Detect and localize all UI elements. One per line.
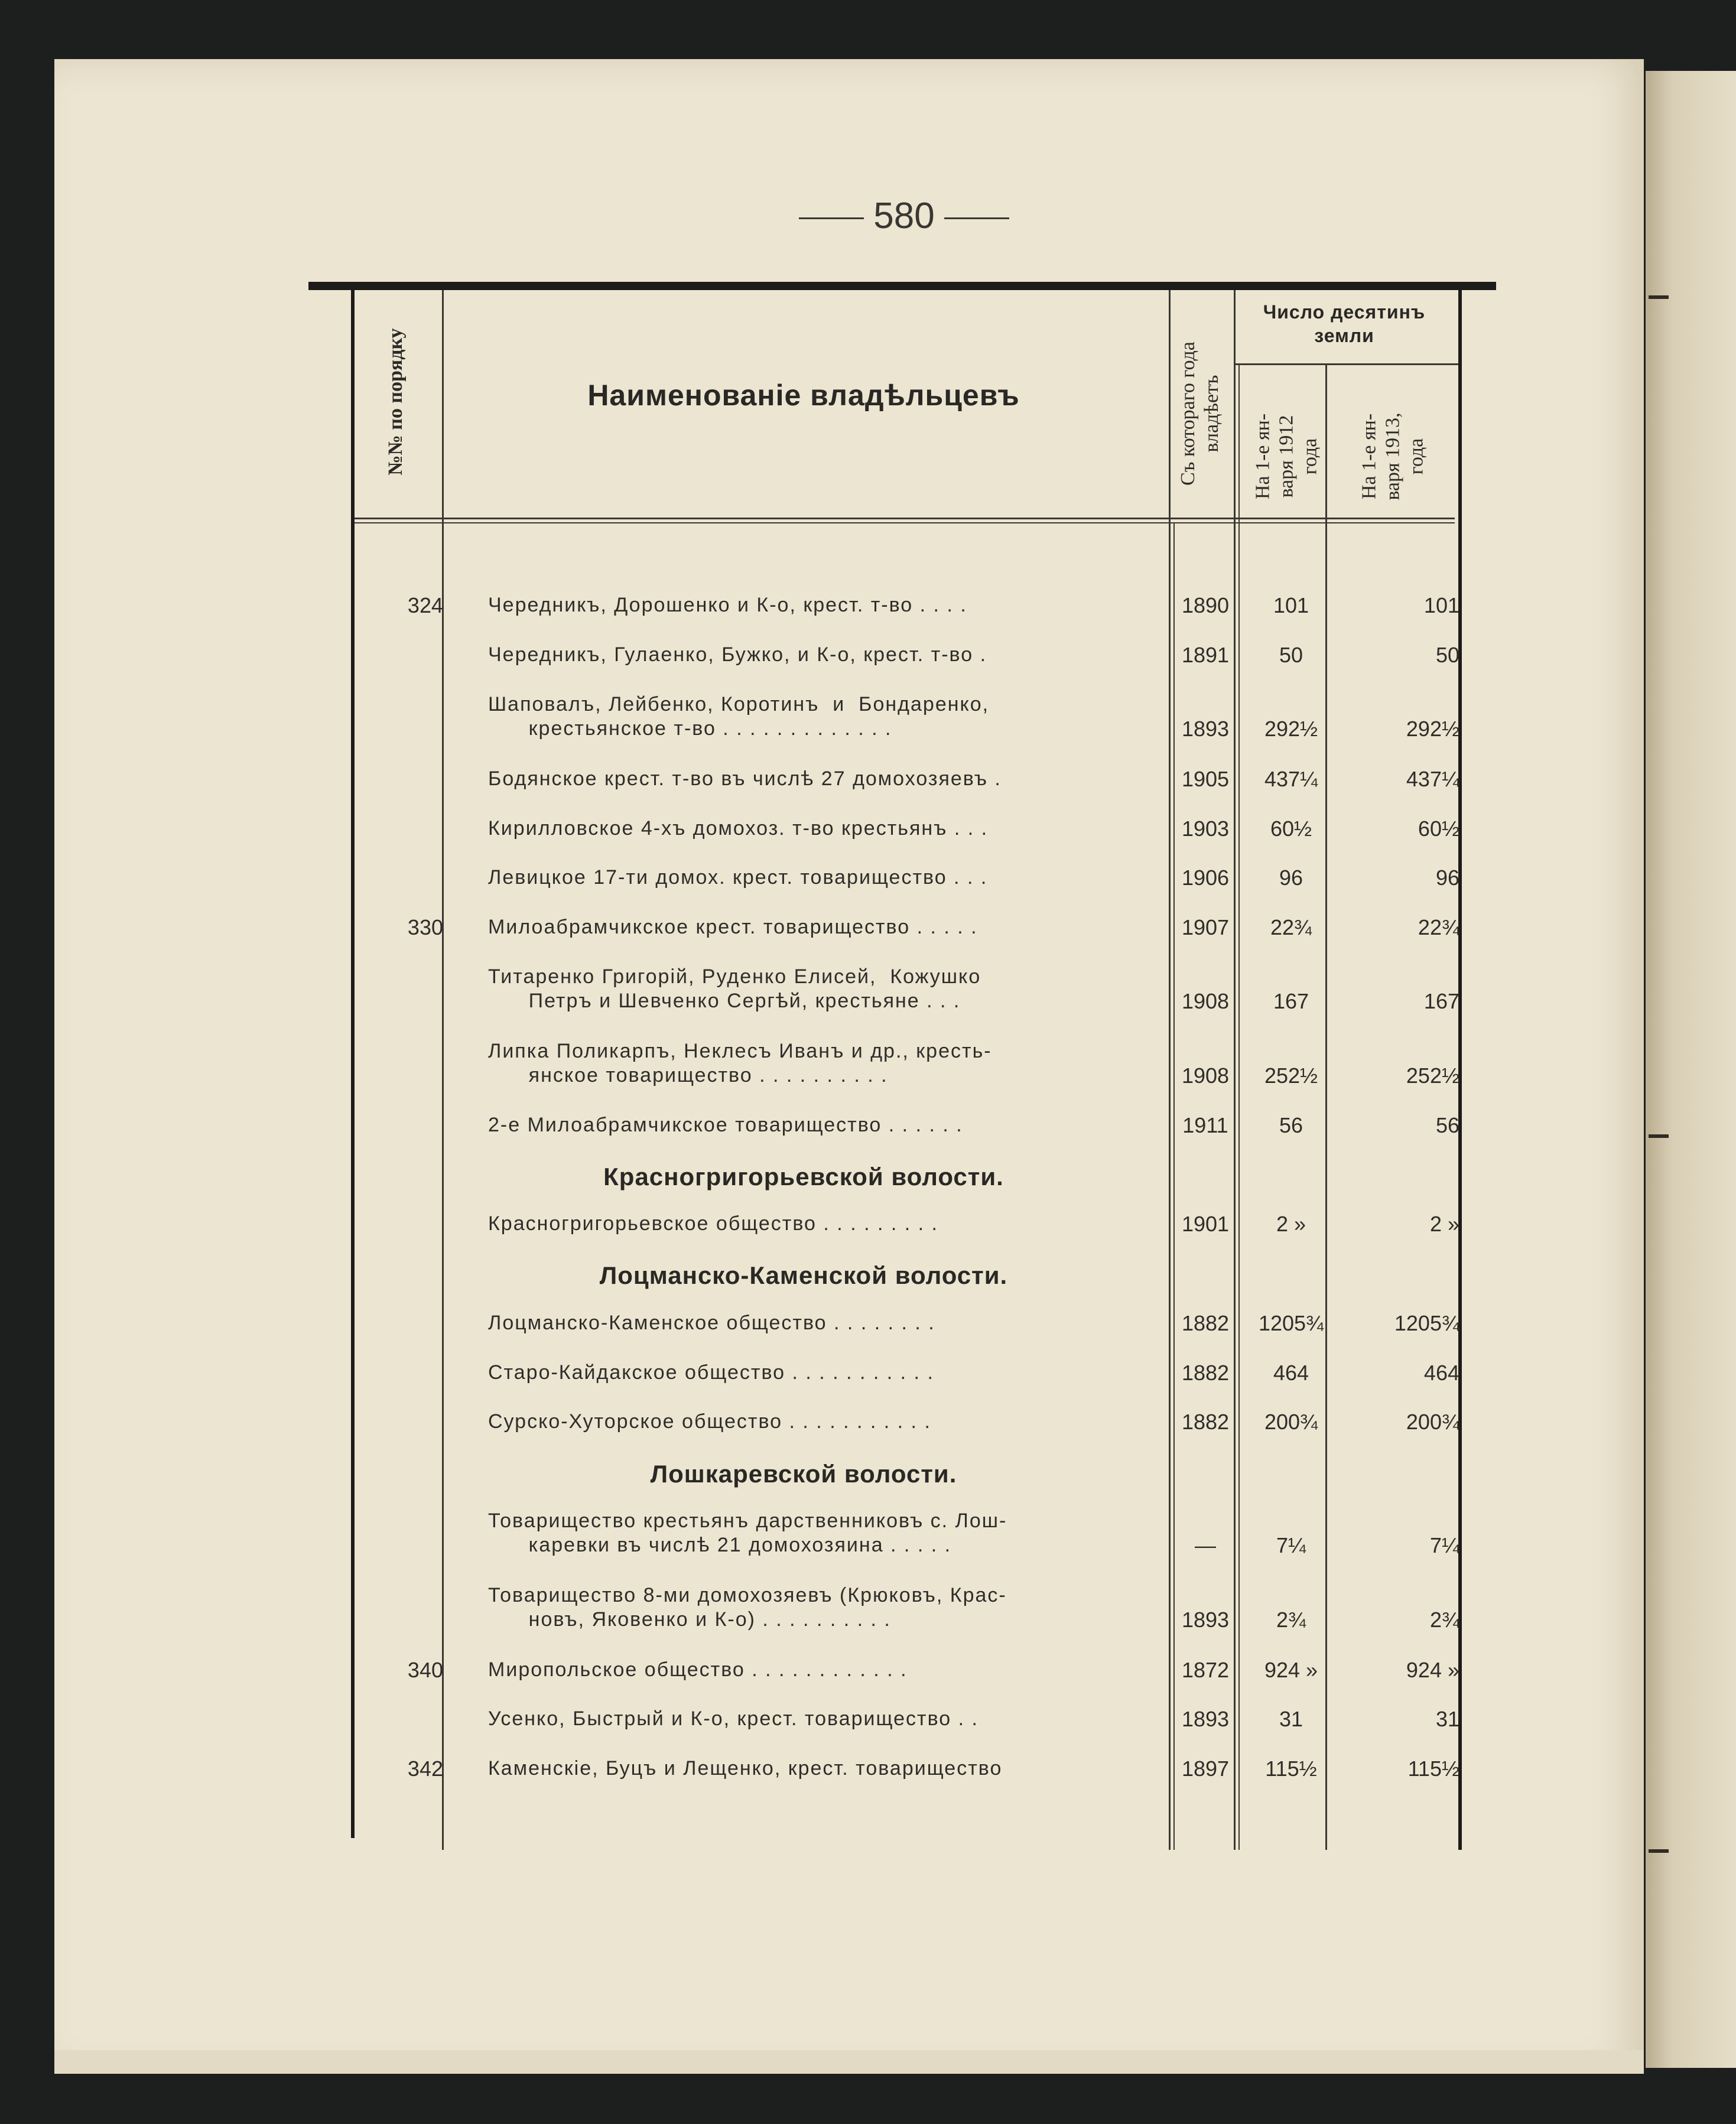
area-1913: 167 bbox=[1423, 989, 1459, 1013]
year-value: 1908 bbox=[1181, 989, 1230, 1013]
year-value: 1893 bbox=[1181, 1707, 1230, 1731]
binding-mark bbox=[1649, 1134, 1669, 1138]
area-1913: 56 bbox=[1435, 1113, 1459, 1137]
area-1912: 1205¾ bbox=[1258, 1311, 1324, 1335]
area-1912: 200¾ bbox=[1264, 1410, 1318, 1434]
area-1913: 115½ bbox=[1407, 1757, 1459, 1781]
owner-name: Шаповалъ, Лейбенко, Коротинъ и Бондаренко, bbox=[488, 693, 990, 715]
area-1912: 7¼ bbox=[1276, 1533, 1306, 1557]
area-1913: 292½ bbox=[1406, 717, 1459, 741]
area-1913: 60½ bbox=[1418, 817, 1459, 841]
year-value: 1908 bbox=[1181, 1063, 1230, 1088]
header-group-line1: Число десятинъ bbox=[1263, 301, 1426, 323]
area-1913: 101 bbox=[1423, 593, 1459, 617]
owner-name: Кирилловское 4-хъ домохоз. т-во крестьянъ . . . bbox=[488, 817, 989, 840]
area-1913: 464 bbox=[1423, 1361, 1459, 1385]
header-1912-line3: года bbox=[1299, 438, 1321, 475]
area-1912: 22¾ bbox=[1270, 915, 1312, 939]
header-col-1913 bbox=[1358, 386, 1432, 528]
header-group-title bbox=[1235, 300, 1454, 347]
year-value: — bbox=[1195, 1533, 1216, 1557]
owner-name: Чередникъ, Гулаенко, Бужко, и К-о, крест. т-во . bbox=[488, 643, 987, 666]
header-1913-line3: года bbox=[1405, 438, 1428, 475]
area-1912: 437¼ bbox=[1264, 767, 1318, 791]
col-divider-num bbox=[442, 290, 444, 1850]
header-1913-line2: варя 1913, bbox=[1381, 412, 1404, 500]
year-value: 1872 bbox=[1181, 1658, 1230, 1682]
next-page-edge bbox=[1646, 71, 1736, 2068]
area-1912: 167 bbox=[1273, 989, 1309, 1013]
year-value: 1882 bbox=[1181, 1410, 1230, 1434]
header-col-year-line1: Съ котораго года bbox=[1177, 341, 1199, 486]
header-col-num: №№ по порядку bbox=[385, 328, 407, 476]
area-1913: 22¾ bbox=[1418, 915, 1459, 939]
area-1913: 924 » bbox=[1406, 1658, 1459, 1682]
area-1912: 96 bbox=[1279, 866, 1303, 890]
owner-name: Липка Поликарпъ, Неклесъ Иванъ и др., кресть- bbox=[488, 1040, 992, 1062]
owner-name: Лоцманско-Каменское общество . . . . . . . . bbox=[488, 1312, 935, 1334]
binding-mark bbox=[1649, 1849, 1669, 1853]
dash-left bbox=[799, 217, 864, 219]
year-value: 1893 bbox=[1181, 1608, 1230, 1632]
section-heading: Лоцманско-Каменской волости. bbox=[599, 1261, 1008, 1289]
section-heading: Лошкаревской волости. bbox=[650, 1460, 957, 1488]
owner-name: Левицкое 17-ти домох. крест. товарищество . . . bbox=[488, 866, 988, 889]
row-number: 330 bbox=[407, 915, 443, 939]
year-value: 1882 bbox=[1181, 1361, 1230, 1385]
area-1912: 924 » bbox=[1264, 1658, 1318, 1682]
year-value: 1890 bbox=[1181, 593, 1230, 617]
area-1912: 56 bbox=[1279, 1113, 1303, 1137]
area-1913: 1205¾ bbox=[1394, 1311, 1459, 1335]
dash-right bbox=[944, 217, 1009, 219]
header-col-year-line2: владѣетъ bbox=[1201, 375, 1223, 453]
year-value: 1905 bbox=[1181, 767, 1230, 791]
area-1913: 252½ bbox=[1406, 1063, 1459, 1088]
header-col-1912 bbox=[1251, 386, 1325, 528]
year-value: 1897 bbox=[1181, 1757, 1230, 1781]
year-value: 1893 bbox=[1181, 717, 1230, 741]
owner-name: Милоабрамчикское крест. товарищество . . . . . bbox=[488, 916, 978, 938]
header-1912-line2: варя 1912 bbox=[1275, 415, 1298, 498]
header-1913-line1: На 1-е ян- bbox=[1358, 413, 1380, 500]
owner-name: Красногригорьевское общество . . . . . . . . . bbox=[488, 1212, 938, 1235]
area-1913: 96 bbox=[1435, 866, 1459, 890]
area-1912: 252½ bbox=[1264, 1063, 1318, 1088]
year-value: 1882 bbox=[1181, 1311, 1230, 1335]
page-number bbox=[768, 195, 1040, 237]
area-1913: 2¾ bbox=[1429, 1608, 1459, 1632]
owner-name: Сурско-Хуторское общество . . . . . . . . . . . bbox=[488, 1410, 931, 1433]
table-left-border bbox=[351, 290, 355, 1838]
area-1913: 2 » bbox=[1429, 1212, 1459, 1236]
header-col-name: Наименованіе владѣльцевъ bbox=[587, 379, 1020, 412]
area-1912: 2¾ bbox=[1276, 1608, 1306, 1632]
area-1913: 7¼ bbox=[1429, 1533, 1459, 1557]
owner-name-cont: Петръ и Шевченко Сергѣй, крестьяне . . . bbox=[488, 990, 961, 1012]
header-1912-line1: На 1-е ян- bbox=[1251, 413, 1274, 500]
owner-name: Старо-Кайдакское общество . . . . . . . . . . . bbox=[488, 1361, 934, 1384]
owner-name: Усенко, Быстрый и К-о, крест. товарищество . . bbox=[488, 1707, 978, 1730]
year-value: 1911 bbox=[1182, 1113, 1228, 1137]
owner-name: Чередникъ, Дорошенко и К-о, крест. т-во . . . . bbox=[488, 594, 967, 616]
owner-name: Бодянское крест. т-во въ числѣ 27 домохозяевъ . bbox=[488, 767, 1002, 790]
area-1912: 115½ bbox=[1265, 1757, 1317, 1781]
owner-name: Товарищество крестьянъ дарственниковъ с. Лош- bbox=[488, 1510, 1007, 1532]
year-value: 1903 bbox=[1181, 817, 1230, 841]
owner-name: 2-е Милоабрамчикское товарищество . . . . . . bbox=[488, 1114, 963, 1136]
row-number: 342 bbox=[407, 1757, 443, 1781]
page-bottom-edge bbox=[54, 2050, 1644, 2074]
row-number: 340 bbox=[407, 1658, 443, 1682]
header-group-line2: земли bbox=[1314, 325, 1374, 346]
area-1912: 292½ bbox=[1264, 717, 1318, 741]
owner-name: Каменскіе, Буцъ и Лещенко, крест. товарищество bbox=[488, 1757, 1003, 1780]
year-value: 1901 bbox=[1181, 1212, 1230, 1236]
owner-name-cont: новъ, Яковенко и К-о) . . . . . . . . . . bbox=[488, 1608, 891, 1631]
area-1912: 2 » bbox=[1276, 1212, 1306, 1236]
owner-name: Товарищество 8-ми домохозяевъ (Крюковъ, Крас- bbox=[488, 1584, 1007, 1606]
col-divider-name bbox=[1169, 290, 1171, 1850]
area-1913: 31 bbox=[1435, 1707, 1459, 1731]
header-col-year bbox=[1176, 304, 1224, 523]
col-divider-year-2 bbox=[1238, 363, 1240, 1850]
owner-name: Титаренко Григорій, Руденко Елисей, Кожушко bbox=[488, 965, 981, 988]
area-1912: 60½ bbox=[1270, 817, 1312, 841]
owner-name-cont: каревки въ числѣ 21 домохозяина . . . . . bbox=[488, 1534, 952, 1556]
owner-name: Миропольское общество . . . . . . . . . . . . bbox=[488, 1658, 908, 1681]
area-1913: 50 bbox=[1435, 643, 1459, 667]
group-header-rule bbox=[1235, 363, 1459, 365]
area-1913: 200¾ bbox=[1406, 1410, 1459, 1434]
table-top-rule bbox=[308, 282, 1496, 290]
page-number-text: 580 bbox=[873, 196, 935, 236]
year-value: 1891 bbox=[1181, 643, 1230, 667]
area-1912: 50 bbox=[1279, 643, 1303, 667]
binding-mark bbox=[1649, 295, 1669, 299]
year-value: 1907 bbox=[1181, 915, 1230, 939]
owner-name-cont: крестьянское т-во . . . . . . . . . . . . . bbox=[488, 717, 892, 740]
section-heading: Красногригорьевской волости. bbox=[603, 1163, 1004, 1191]
row-number: 324 bbox=[407, 593, 443, 617]
area-1912: 101 bbox=[1273, 593, 1309, 617]
area-1912: 31 bbox=[1279, 1707, 1303, 1731]
col-divider-name-2 bbox=[1173, 522, 1175, 1850]
year-value: 1906 bbox=[1181, 866, 1230, 890]
area-1912: 464 bbox=[1273, 1361, 1309, 1385]
owner-name-cont: янское товарищество . . . . . . . . . . bbox=[488, 1064, 888, 1087]
area-1913: 437¼ bbox=[1406, 767, 1459, 791]
